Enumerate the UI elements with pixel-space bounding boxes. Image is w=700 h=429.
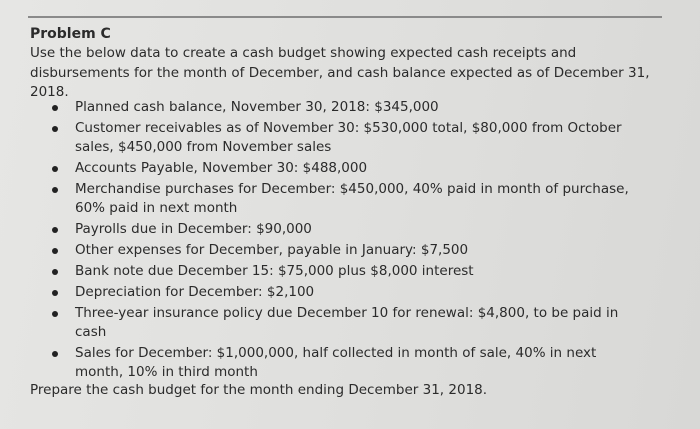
list-item — [48, 159, 648, 178]
list-item — [48, 180, 648, 218]
bullet-icon — [52, 269, 58, 275]
list-item-text: Accounts Payable, November 30: $488,000 — [75, 160, 368, 176]
list-item — [48, 119, 648, 157]
list-item — [48, 304, 648, 342]
bullet-icon — [52, 248, 58, 254]
bullet-icon — [52, 187, 58, 193]
list-item-text: Merchandise purchases for December: $450,000, 40% paid in month of purchase, 60% paid in next month — [75, 181, 629, 216]
bullet-icon — [52, 290, 58, 296]
list-item — [48, 220, 648, 239]
list-item-text: Bank note due December 15: $75,000 plus $8,000 interest — [75, 263, 474, 279]
top-divider — [28, 16, 662, 18]
bullet-icon — [52, 311, 58, 317]
list-item — [48, 241, 648, 260]
closing-instruction: Prepare the cash budget for the month ending December 31, 2018. — [30, 382, 488, 398]
data-list — [48, 98, 648, 384]
bullet-icon — [52, 166, 58, 172]
list-item-text: Customer receivables as of November 30: $530,000 total, $80,000 from October sales, $450,000 from November sales — [75, 120, 622, 155]
list-item — [48, 262, 648, 281]
list-item — [48, 98, 648, 117]
bullet-icon — [52, 105, 58, 111]
list-item-text: Depreciation for December: $2,100 — [75, 284, 315, 300]
list-item-text: Planned cash balance, November 30, 2018: $345,000 — [75, 99, 439, 115]
bullet-icon — [52, 351, 58, 357]
list-item — [48, 344, 648, 382]
list-item-text: Sales for December: $1,000,000, half collected in month of sale, 40% in next month, 10% in third month — [75, 345, 597, 380]
bullet-icon — [52, 126, 58, 132]
bullet-icon — [52, 227, 58, 233]
list-item — [48, 283, 648, 302]
list-item-text: Other expenses for December, payable in January: $7,500 — [75, 242, 469, 258]
problem-title: Problem C — [30, 26, 111, 42]
list-item-text: Payrolls due in December: $90,000 — [75, 221, 312, 237]
list-item-text: Three-year insurance policy due December 10 for renewal: $4,800, to be paid in cash — [75, 305, 619, 340]
problem-intro: Use the below data to create a cash budget showing expected cash receipts and disbursements for the month of December, and cash balance expected as of December 31, 2018. — [30, 45, 650, 100]
